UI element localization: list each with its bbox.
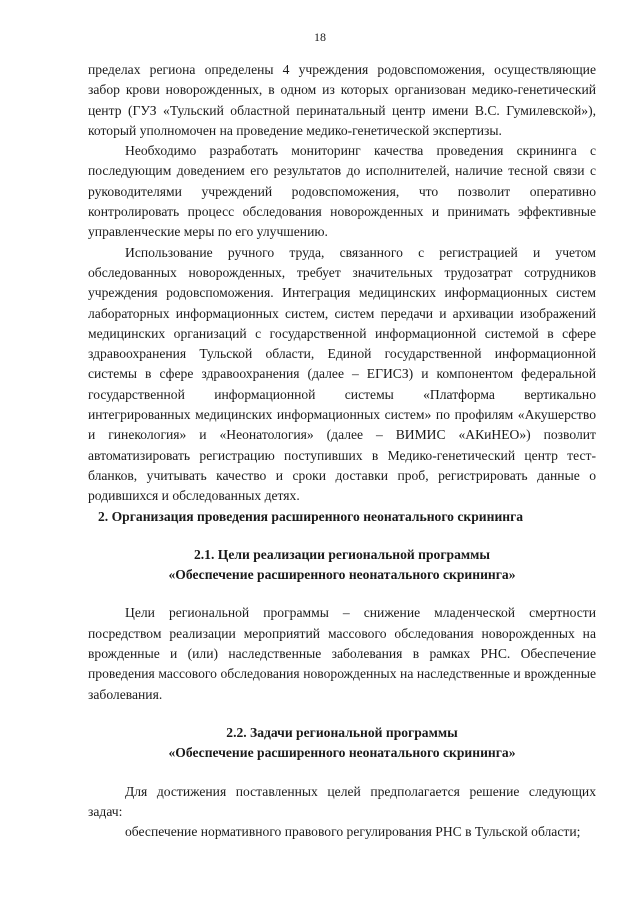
paragraph-information-systems: Использование ручного труда, связанного с регистрацией и учетом обследованных новорожденных, требует значительных трудозатрат сотрудников учреждения родовспоможения. Интеграция медицинских информационных систем лабораторных информационных систем, систем передачи и архивации изображений медицинских организаций с государственной информационной системой в сфере здравоохранения Тульской области, Единой государственной информационной системы в сфере здравоохранения (далее – ЕГИСЗ) и компонентом федеральной государственной информационной системы «Платформа вертикально интегрированных медицинских информационных систем» по профилям «Акушерство и гинекология» и «Неонатология» (далее – ВИМИС «АКиНЕО») позволит автоматизировать регистрацию поступивших в Медико-генетический центр тест-бланков, учитывать качество и сроки доставки проб, регистрировать данные о родившихся и обследованных детях. [88,244,596,504]
subsection-2-1-heading [88,545,596,586]
paragraph-task-regulation: обеспечение нормативного правового регулирования РНС в Тульской области; [125,824,581,840]
subsection-2-2-program-name: «Обеспечение расширенного неонатального скрининга» [168,745,516,761]
subsection-2-2-heading [88,723,596,764]
paragraph-program-goals: Цели региональной программы – снижение младенческой смертности посредством реализации мероприятий массового обследования новорожденных на врожденные и (или) наследственные заболевания в рамках РНС. Обеспечение проведения массового обследования новорожденных на наследственные и врожденные заболевания. [88,605,596,702]
page-number: 18 [314,30,326,44]
section-2-heading: 2. Организация проведения расширенного неонатального скрининга [98,508,524,524]
paragraph-screening-monitoring: Необходимо разработать мониторинг качества проведения скрининга с последующим доведением его результатов до исполнителей, наличие тесной связи с руководителями учреждений родовспоможения, что позволит оперативно контролировать процесс обследования новорожденных и принимать эффективные управленческие меры по его улучшению. [88,143,596,240]
subsection-2-1-title: 2.1. Цели реализации региональной программы [193,546,491,562]
paragraph-tasks-intro: Для достижения поставленных целей предполагается решение следующих задач: [88,783,596,819]
document-body [88,60,596,842]
subsection-2-2-title: 2.2. Задачи региональной программы [226,724,458,740]
subsection-2-1-program-name: «Обеспечение расширенного неонатального скрининга» [168,567,516,583]
paragraph-medical-genetic-center: пределах региона определены 4 учреждения родовспоможения, осуществляющие забор крови новорожденных, в одном из которых организован медико-генетический центр (ГУЗ «Тульский областной перинатальный центр имени В.С. Гумилевской»), который уполномочен на проведение медико-генетической экспертизы. [88,62,596,138]
